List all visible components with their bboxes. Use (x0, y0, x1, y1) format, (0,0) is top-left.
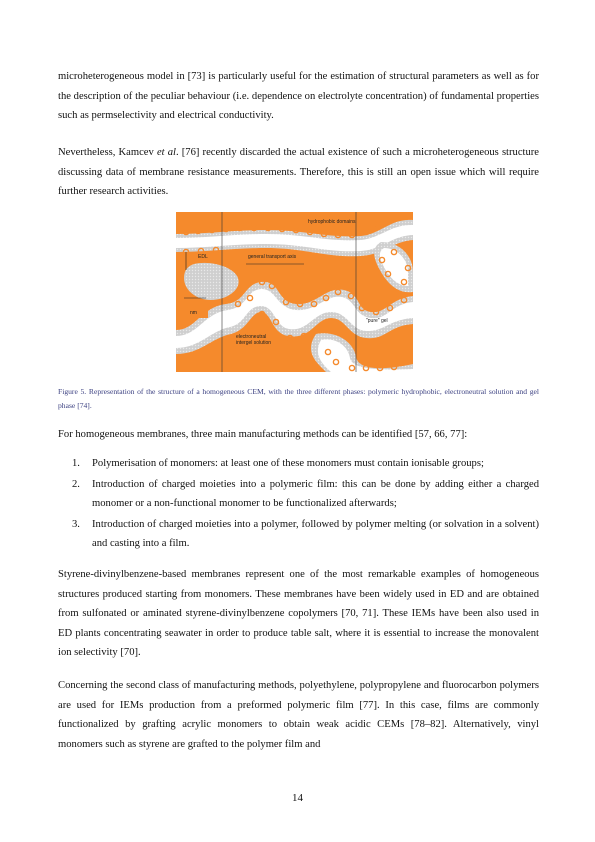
figure-cem-structure (176, 212, 413, 372)
label-general-transport-axis: general transport axis (248, 254, 297, 260)
paragraph-kamcev-rest: . [76] recently discarded the actual existence of such a microheterogeneous structure discussing data of membrane resistance measurements. Therefore, this is still an open issue which will require further research activities. (58, 147, 540, 197)
list-item-text: Introduction of charged moieties into a polymer, followed by polymer melting (or solvation in a solvent) and casting into a film. (92, 518, 539, 549)
label-hydrophobic-domains: hydrophobic domains (308, 219, 356, 225)
label-pure-gel: "pure" gel (366, 318, 388, 324)
list-item (72, 515, 539, 554)
paragraph-second-class: Concerning the second class of manufacturing methods, polyethylene, polypropylene and fluorocarbon polymers are used for IEMs production from a preformed polymeric film [77]. In this case, films are commonly functionalized by grafting acrylic monomers to obtain weak acidic CEMs [78–82]. Alternatively, vinyl monomers such as styrene are grafted to the polymer film and (58, 680, 539, 750)
list-item-number: 3. (72, 518, 80, 530)
label-electroneutral: electroneutral (236, 334, 267, 340)
manufacturing-methods-list (72, 454, 539, 555)
et-al-italic: et al (156, 147, 176, 158)
label-nm: nm (190, 310, 197, 316)
paragraph-homogeneous-methods: For homogeneous membranes, three main manufacturing methods can be identified [57, 66, 77]: (58, 429, 468, 440)
list-item-number: 2. (72, 478, 80, 490)
list-item-text: Polymerisation of monomers: at least one of these monomers must contain ionisable groups; (92, 458, 484, 469)
paragraph-kamcev-start: Nevertheless, Kamcev (58, 147, 157, 158)
paragraph-microheterogeneous-model: microheterogeneous model in [73] is particularly useful for the estimation of structural parameters as well as for the description of the peculiar behaviour (i.e. dependence on electrolyte concentration) of fundamental properties such as permselectivity and electrical conductivity. (58, 71, 539, 121)
list-item-text: Introduction of charged moieties into a polymeric film: this can be done by adding either a charged monomer or a non-functional monomer to be functionalized afterwards; (92, 478, 539, 509)
page-number: 14 (292, 792, 303, 804)
cem-structure-diagram (176, 212, 413, 372)
list-item (72, 475, 539, 514)
list-item (72, 454, 539, 474)
paragraph-kamcev (58, 143, 539, 202)
list-item-number: 1. (72, 458, 80, 469)
paragraph-styrene-divinylbenzene: Styrene-divinylbenzene-based membranes represent one of the most remarkable examples of homogeneous structures produced starting from monomers. These membranes have been widely used in ED and are obtained from sulfonated or aminated styrene-divinylbenzene copolymers [70, 71]. These IEMs have been also used in ED plants concentrating seawater in order to produce table salt, where it is essential to increase the monovalent ion selectivity [70]. (58, 569, 539, 658)
label-edl: EDL (198, 254, 208, 260)
label-intergel-solution: intergel solution (236, 340, 272, 346)
figure-caption: Figure 5. Representation of the structure of a homogeneous CEM, with the three different phases: polymeric hydrophobic, electroneutral solution and gel phase [74]. (58, 387, 539, 410)
